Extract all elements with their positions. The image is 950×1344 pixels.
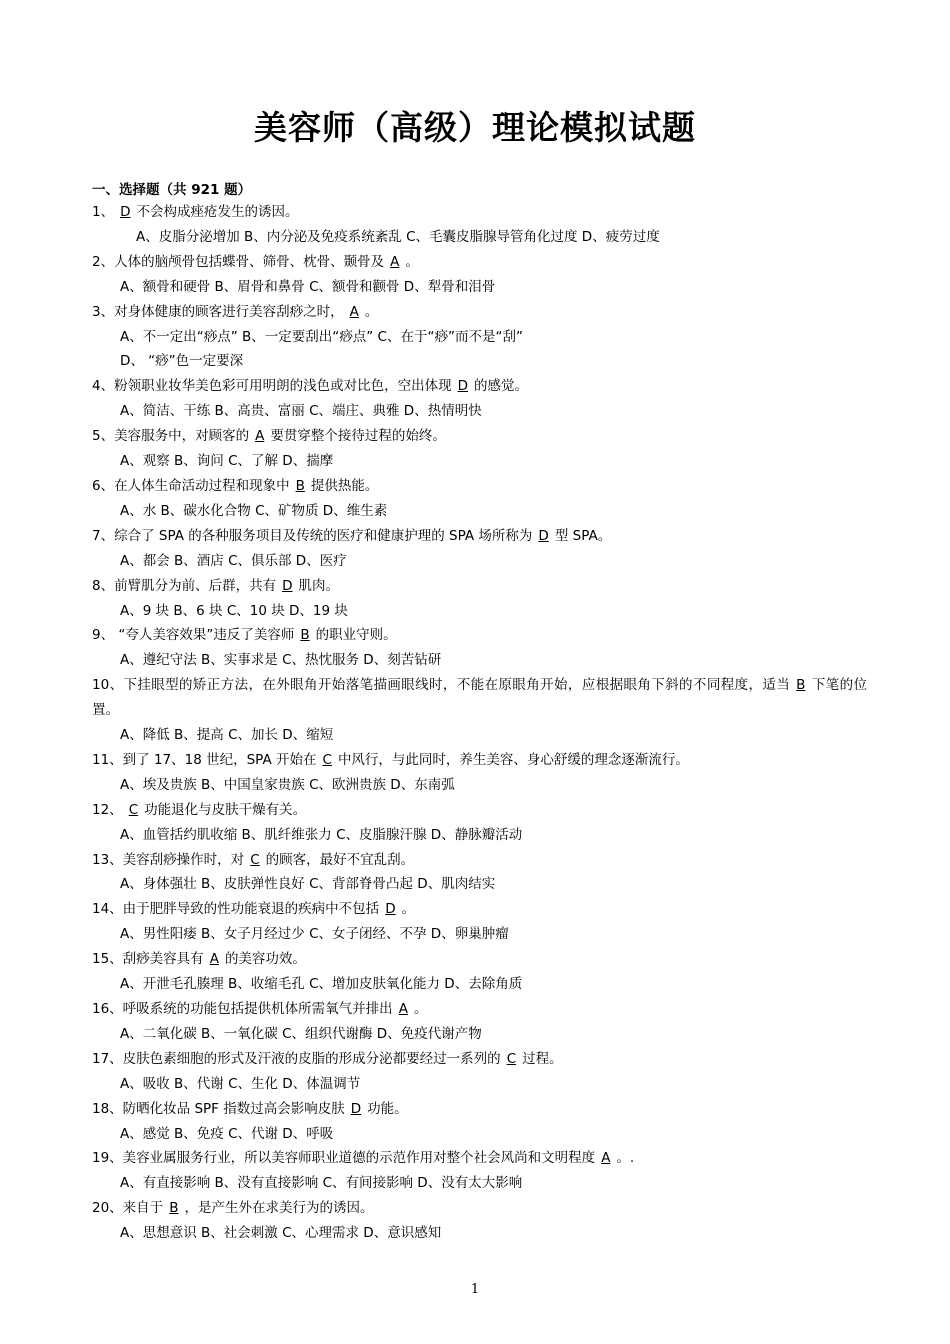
answer-blank: A: [398, 1001, 408, 1017]
question-stem: [92, 1196, 867, 1221]
question-stem: [92, 673, 867, 723]
question-text: 13、美容刮痧操作时，对: [92, 851, 245, 868]
question-text: 4、粉领职业妆华美色彩可用明朗的浅色或对比色，空出体现: [92, 378, 452, 395]
page-title: 美容师（高级）理论模拟试题: [254, 108, 696, 147]
question-stem: [92, 574, 867, 599]
question-text: 提供热能。: [310, 477, 379, 494]
question-text: 。: [413, 1001, 428, 1017]
answer-options: D、 “痧”色一定要深: [120, 353, 244, 370]
answer-blank: A: [255, 428, 265, 445]
question-text: 功能退化与皮肤干燥有关。: [144, 801, 307, 818]
question-text: 过程。: [522, 1050, 563, 1067]
answer-options: A、男性阳痿 B、女子月经过少 C、女子闭经、不孕 D、卵巢肿瘤: [120, 926, 509, 943]
question-text: 型 SPA。: [554, 527, 612, 544]
question-stem: [92, 848, 867, 873]
question-text: 12、: [92, 801, 123, 818]
question-text: 6、在人体生命活动过程和现象中: [92, 477, 290, 494]
answer-blank: A: [601, 1150, 611, 1167]
question-text: 。: [401, 901, 416, 918]
answer-options: A、都会 B、酒店 C、俱乐部 D、医疗: [120, 552, 347, 569]
answer-blank: C: [322, 751, 332, 768]
question-stem: [92, 1047, 867, 1072]
answer-blank: B: [169, 1200, 179, 1217]
answer-options: A、不一定出“痧点” B、一定要刮出“痧点” C、在于“痧”而不是“刮”: [120, 328, 523, 345]
question-stem: [92, 897, 867, 922]
question-stem: [92, 947, 867, 972]
answer-options: A、埃及贵族 B、中国皇家贵族 C、欧洲贵族 D、东南弧: [120, 776, 455, 793]
answer-blank: C: [506, 1050, 517, 1067]
question-stem: [92, 374, 867, 399]
answer-blank: A: [349, 303, 359, 320]
answer-blank: B: [796, 677, 806, 694]
question-text: 14、由于肥胖导致的性功能衰退的疾病中不包括: [92, 901, 380, 918]
question-text: 中风行，与此同时，养生美容、身心舒缓的理念逐渐流行。: [337, 751, 689, 768]
question-text: 17、皮肤色素细胞的形式及汗液的皮脂的形成分泌都要经过一系列的: [92, 1050, 501, 1067]
question-text: 10、下挂眼型的矫正方法，在外眼角开始落笔描画眼线时，不能在原眼角开始，应根据眼角下斜的不同程度，适当: [92, 677, 791, 694]
answer-options: A、水 B、碳水化合物 C、矿物质 D、维生素: [120, 502, 388, 519]
answer-options: A、二氧化碳 B、一氧化碳 C、组织代谢酶 D、免疫代谢产物: [120, 1025, 482, 1042]
answer-options: A、感觉 B、免疫 C、代谢 D、呼吸: [120, 1125, 334, 1142]
answer-blank: D: [385, 901, 396, 918]
question-text: ，是产生外在求美行为的诱因。: [184, 1200, 374, 1217]
question-text: 功能。: [367, 1100, 408, 1117]
answer-options: A、9 块 B、6 块 C、10 块 D、19 块: [120, 602, 348, 619]
answer-blank: D: [457, 378, 468, 395]
question-list: [92, 200, 867, 1246]
answer-blank: A: [209, 951, 219, 968]
question-text: 肌肉。: [298, 577, 339, 594]
question-text: 的感觉。: [474, 378, 528, 395]
question-text: 18、防晒化妆品 SPF 指数过高会影响皮肤: [92, 1100, 345, 1117]
question-text: 7、综合了 SPA 的各种服务项目及传统的医疗和健康护理的 SPA 场所称为: [92, 527, 533, 544]
answer-blank: D: [350, 1100, 362, 1117]
answer-blank: C: [250, 851, 260, 868]
answer-options: A、简洁、干练 B、高贵、富丽 C、端庄、典雅 D、热情明快: [120, 403, 482, 420]
question-text: 。.: [616, 1150, 635, 1167]
answer-options: A、有直接影响 B、没有直接影响 C、有间接影响 D、没有太大影响: [120, 1175, 523, 1192]
question-text: 11、到了 17、18 世纪，SPA 开始在: [92, 751, 317, 768]
question-stem: [92, 300, 867, 325]
question-stem: [92, 1146, 867, 1171]
answer-options: A、血管括约肌收缩 B、肌纤维张力 C、皮脂腺汗腺 D、静脉瓣活动: [120, 826, 523, 843]
question-text: 8、前臂肌分为前、后群，共有: [92, 577, 277, 594]
answer-blank: D: [538, 527, 549, 544]
answer-options: A、降低 B、提高 C、加长 D、缩短: [120, 727, 334, 744]
question-text: 的美容功效。: [224, 951, 306, 968]
answer-options: A、皮脂分泌增加 B、内分泌及免疫系统紊乱 C、毛囊皮脂腺导管角化过度 D、疲劳过度: [136, 228, 660, 245]
answer-blank: B: [295, 477, 305, 494]
answer-blank: C: [128, 801, 139, 818]
question-stem: [92, 250, 867, 275]
answer-blank: B: [300, 627, 310, 644]
answer-options: A、观察 B、询问 C、了解 D、揣摩: [120, 453, 334, 470]
question-text: 16、呼吸系统的功能包括提供机体所需氧气并排出: [92, 1001, 393, 1017]
question-stem: [92, 474, 867, 499]
question-stem: [92, 424, 867, 449]
question-stem: [92, 623, 867, 648]
answer-blank: D: [120, 204, 131, 220]
answer-options: A、遵纪守法 B、实事求是 C、热忱服务 D、刻苦钻研: [120, 652, 442, 669]
answer-blank: A: [390, 253, 400, 270]
question-text: 的职业守则。: [315, 627, 397, 644]
answer-options: A、身体强壮 B、皮肤弹性良好 C、背部脊骨凸起 D、肌肉结实: [120, 876, 496, 893]
question-text: 不会构成痤疮发生的诱因。: [136, 204, 299, 220]
question-text: 9、 “夸人美容效果”违反了美容师: [92, 627, 295, 644]
question-text: 15、刮痧美容具有: [92, 951, 204, 968]
page-number: 1: [470, 1282, 480, 1297]
answer-options: A、额骨和硬骨 B、眉骨和鼻骨 C、额骨和颧骨 D、犁骨和泪骨: [120, 278, 496, 295]
question-text: 的顾客，最好不宜乱刮。: [265, 851, 415, 868]
question-stem: [92, 997, 867, 1022]
answer-options: A、开泄毛孔腠理 B、收缩毛孔 C、增加皮肤氧化能力 D、去除角质: [120, 976, 523, 993]
question-text: 1、: [92, 204, 115, 220]
answer-options: A、吸收 B、代谢 C、生化 D、体温调节: [120, 1075, 361, 1092]
question-text: 5、美容服务中，对顾客的: [92, 428, 250, 445]
answer-blank: D: [282, 577, 293, 594]
answer-options: A、思想意识 B、社会刺激 C、心理需求 D、意识感知: [120, 1225, 442, 1242]
question-text: 19、美容业属服务行业，所以美容师职业道德的示范作用对整个社会风尚和文明程度: [92, 1150, 596, 1167]
question-stem: [92, 748, 867, 773]
question-stem: [92, 200, 867, 225]
question-text: 要贯穿整个接待过程的始终。: [270, 428, 446, 445]
question-text: 20、来自于: [92, 1200, 164, 1217]
question-text: 。: [364, 303, 379, 320]
question-stem: [92, 798, 867, 823]
question-text: 2、人体的脑颅骨包括蝶骨、筛骨、枕骨、颞骨及: [92, 253, 385, 270]
question-stem: [92, 524, 867, 549]
question-stem: [92, 1097, 867, 1122]
question-text: 3、对身体健康的顾客进行美容刮痧之时，: [92, 303, 344, 320]
question-text: 下笔的位置。: [92, 677, 867, 719]
section-heading: 一、选择题（共 921 题）: [92, 182, 252, 198]
question-text: 。: [405, 253, 419, 270]
